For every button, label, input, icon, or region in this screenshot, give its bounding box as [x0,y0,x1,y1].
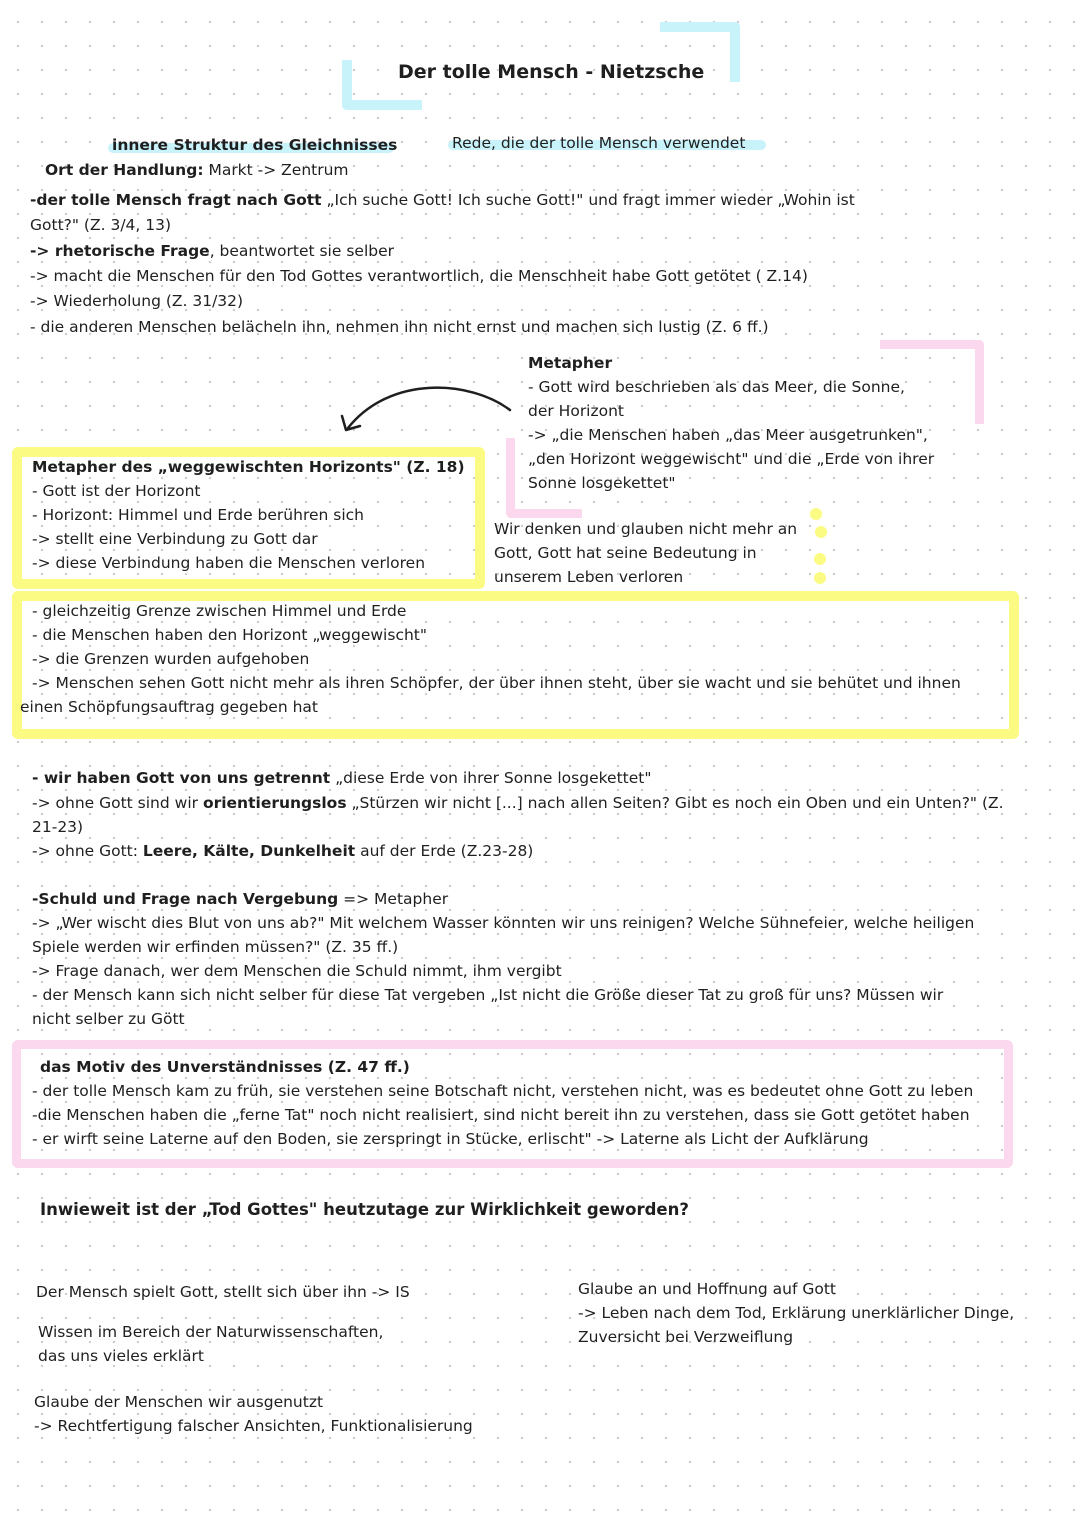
motiv-title: das Motiv des Unverständnisses (Z. 47 ff.) [40,1058,410,1076]
answer-left-2-line-1: Wissen im Bereich der Naturwissenschaften, [38,1323,384,1341]
metapher-line-4: „den Horizont weggewischt" und die „Erde von ihrer [528,450,935,468]
grenze-line-4: -> Menschen sehen Gott nicht mehr als ihren Schöpfer, der über ihnen steht, über sie wacht und sie behütet und ihnen [32,674,961,692]
yellow-dots-decoration [806,504,836,590]
question-heading: Inwieweit ist der „Tod Gottes" heutzutage zur Wirklichkeit geworden? [40,1200,689,1219]
page-title: Der tolle Mensch - Nietzsche [398,61,705,83]
answer-left-3-line-1: Glaube der Menschen wir ausgenutzt [34,1393,324,1411]
metapher-line-1: - Gott wird beschrieben als das Meer, die Sonne, [528,378,905,396]
getrennt-line-1-bold: - wir haben Gott von uns getrennt [32,769,331,787]
getrennt-line-2-rest: „Stürzen wir nicht [...] nach allen Seiten? Gibt es noch ein Oben und ein Unten?" (Z. [346,794,1004,812]
answer-right-line-3: Zuversicht bei Verzweiflung [578,1328,794,1346]
getrennt-line-3-rest: auf der Erde (Z.23-28) [355,842,534,860]
schuld-line-1-bold: -Schuld und Frage nach Vergebung [32,890,339,908]
speech-heading: Rede, die der tolle Mensch verwendet [452,134,746,152]
side-note-line-2: Gott, Gott hat seine Bedeutung in [494,544,757,562]
structure-line-1-cont: Gott?" (Z. 3/4, 13) [30,216,172,234]
getrennt-line-2-pre: -> ohne Gott sind wir [32,794,203,812]
schuld-line-4-cont: nicht selber zu Gött [32,1010,185,1028]
answer-left-1: Der Mensch spielt Gott, stellt sich über ihn -> IS [36,1283,410,1301]
schuld-line-1 [32,887,448,911]
horizont-line-1: - Gott ist der Horizont [32,482,201,500]
structure-line-1-bold: -der tolle Mensch fragt nach Gott [30,191,322,209]
metapher-line-5: Sonne losgekettet" [528,474,676,492]
grenze-line-3: -> die Grenzen wurden aufgehoben [32,650,310,668]
structure-line-4: -> Wiederholung (Z. 31/32) [30,292,244,310]
structure-line-5: - die anderen Menschen belächeln ihn, nehmen ihn nicht ernst und machen sich lustig (Z. 6 ff.) [30,318,769,336]
schuld-line-3: -> Frage danach, wer dem Menschen die Schuld nimmt, ihm vergibt [32,962,562,980]
schuld-line-1-rest: => Metapher [338,890,449,908]
structure-line-1-rest: „Ich suche Gott! Ich suche Gott!" und fragt immer wieder „Wohin ist [321,191,855,209]
answer-right-line-2: -> Leben nach dem Tod, Erklärung unerklärlicher Dinge, [578,1304,1015,1322]
metapher-line-3: -> „die Menschen haben „das Meer ausgetrunken", [528,426,928,444]
curved-arrow-icon [330,380,520,440]
getrennt-line-3-bold: Leere, Kälte, Dunkelheit [142,842,356,860]
getrennt-line-2 [32,791,1004,815]
answer-left-2-line-2: das uns vieles erklärt [38,1347,204,1365]
horizont-line-2: - Horizont: Himmel und Erde berühren sich [32,506,364,524]
getrennt-line-1-rest: „diese Erde von ihrer Sonne losgekettet" [330,769,652,787]
schuld-line-2: -> „Wer wischt dies Blut von uns ab?" Mit welchem Wasser könnten wir uns reinigen? Welche Sühnefeier, welche heiligen [32,914,975,932]
metapher-line-2: der Horizont [528,402,625,420]
structure-line-1 [30,188,855,212]
grenze-line-5: einen Schöpfungsauftrag gegeben hat [20,698,318,716]
metapher-title: Metapher [528,354,613,372]
getrennt-line-1 [32,766,651,790]
getrennt-line-2-bold: orientierungslos [202,794,347,812]
answer-left-3-line-2: -> Rechtfertigung falscher Ansichten, Funktionalisierung [34,1417,473,1435]
side-note-line-3: unserem Leben verloren [494,568,684,586]
schuld-line-4: - der Mensch kann sich nicht selber für diese Tat vergeben „Ist nicht die Größe dieser Tat zu groß für uns? Müssen wir [32,986,944,1004]
motiv-line-2: -die Menschen haben die „ferne Tat" noch nicht realisiert, sind nicht bereit ihn zu verstehen, dass sie Gott getötet haben [32,1106,970,1124]
answer-right-line-1: Glaube an und Hoffnung auf Gott [578,1280,837,1298]
structure-line-2-rest: , beantwortet sie selber [209,242,394,260]
motiv-line-3: - er wirft seine Laterne auf den Boden, sie zerspringt in Stücke, erlischt" -> Laterne als Licht der Aufklärung [32,1130,869,1148]
getrennt-line-2-cont: 21-23) [32,818,84,836]
grenze-line-1: - gleichzeitig Grenze zwischen Himmel und Erde [32,602,407,620]
structure-heading: innere Struktur des Gleichnisses [112,136,398,154]
side-note-line-1: Wir denken und glauben nicht mehr an [494,520,798,538]
getrennt-line-3 [32,839,533,863]
ort-label: Ort der Handlung: [45,161,204,179]
ort-line [45,158,349,182]
structure-line-2 [30,239,394,263]
ort-value: Markt -> Zentrum [203,161,349,179]
grenze-line-2: - die Menschen haben den Horizont „weggewischt" [32,626,427,644]
structure-line-2-bold: -> rhetorische Frage [30,242,210,260]
horizont-line-3: -> stellt eine Verbindung zu Gott dar [32,530,318,548]
horizont-title: Metapher des „weggewischten Horizonts" (Z. 18) [32,458,465,476]
getrennt-line-3-pre: -> ohne Gott: [32,842,143,860]
motiv-line-1: - der tolle Mensch kam zu früh, sie verstehen seine Botschaft nicht, verstehen nicht, was es bedeutet ohne Gott zu leben [32,1082,974,1100]
structure-line-3: -> macht die Menschen für den Tod Gottes verantwortlich, die Menschheit habe Gott getötet ( Z.14) [30,267,808,285]
horizont-line-4: -> diese Verbindung haben die Menschen verloren [32,554,426,572]
schuld-line-2-cont: Spiele werden wir erfinden müssen?" (Z. 35 ff.) [32,938,399,956]
